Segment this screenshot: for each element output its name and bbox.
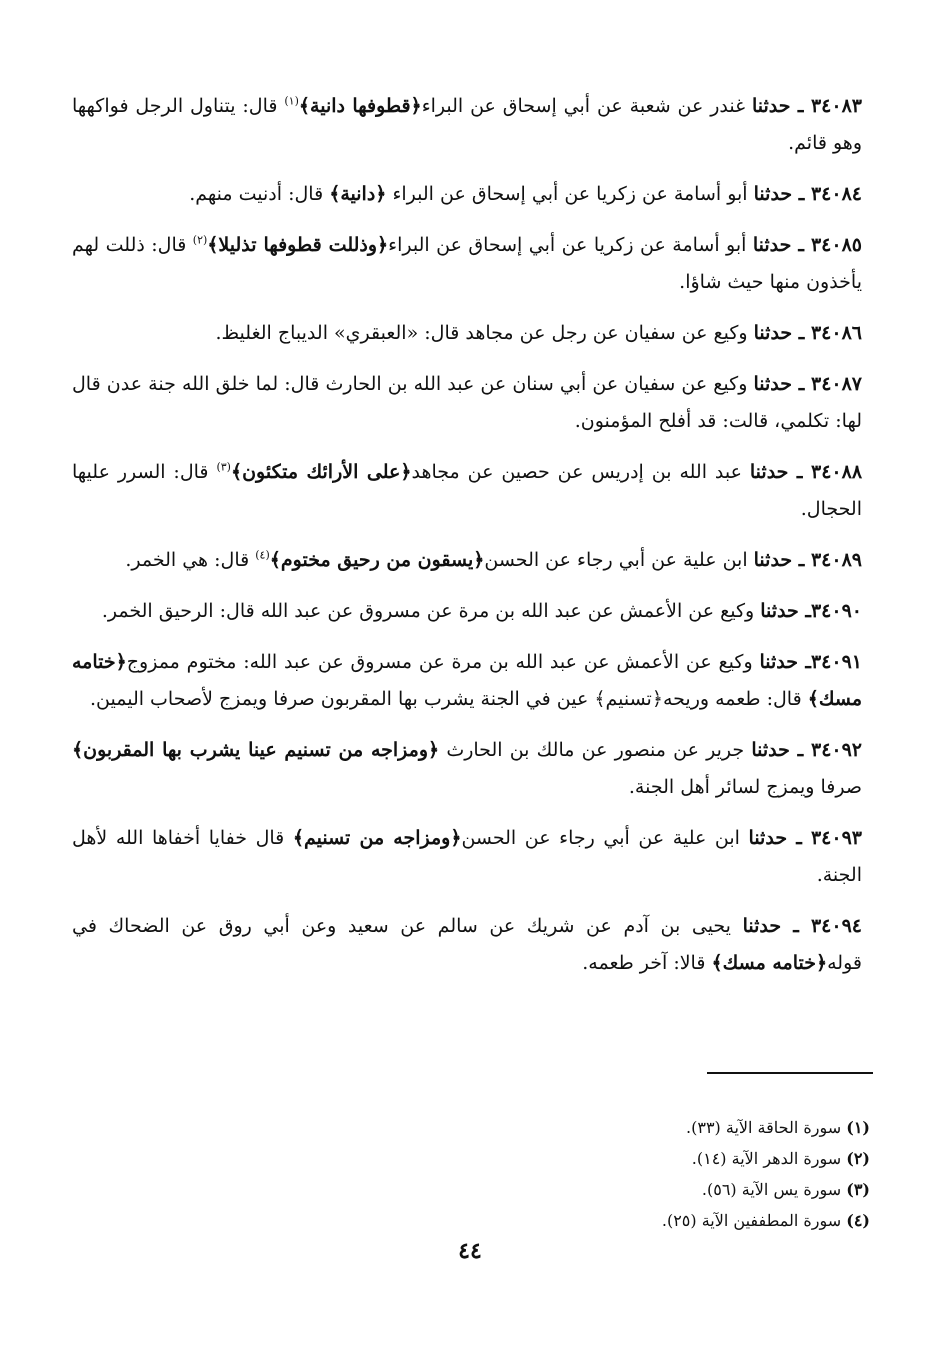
hadith-lead: حدثنا: [753, 183, 793, 205]
footnote: (٢) سورة الدهر الآية (١٤).: [691, 1149, 870, 1168]
quran-quote: ﴿دانية﴾: [329, 183, 387, 205]
hadith-text: قال: أدنيت منهم.: [189, 183, 330, 205]
hadith-text: أبو أسامة عن زكريا عن أبي إسحاق عن البراء: [386, 183, 754, 205]
quran-quote: ﴿يسقون من رحيق مختوم﴾: [269, 549, 485, 571]
hadith-number: ٣٤٠٨٧: [810, 373, 863, 395]
hadith-text: وكيع عن سفيان عن أبي سنان عن عبد الله بن الحارث قال: لما خلق الله جنة عدن قال لها: تكلمي، قالت: قد أفلح المؤمنون.: [72, 373, 862, 432]
hadith-lead: حدثنا: [742, 915, 782, 937]
hadith-text: عبد الله بن إدريس عن حصين عن مجاهد: [411, 461, 750, 483]
hadith-number: ٣٤٠٩١: [810, 651, 862, 673]
footnote-marker: (٤): [255, 548, 270, 562]
hadith-text: قال خفايا أخفاها الله لأهل الجنة.: [72, 827, 862, 886]
hadith-text: قال: ذللت لهم يأخذون منها حيث شاؤا.: [72, 234, 862, 293]
hadith-number: ٣٤٠٨٩: [810, 549, 862, 571]
hadith-number: ٣٤٠٨٤: [810, 183, 862, 205]
hadith-text: ابن علية عن أبي رجاء عن الحسن: [484, 549, 754, 571]
hadith-lead: حدثنا: [748, 827, 788, 849]
quran-quote: ﴿ختامه مسك﴾: [711, 952, 828, 974]
hadith-text: جرير عن منصور عن مالك بن الحارث: [439, 739, 752, 761]
hadith-lead: حدثنا: [753, 373, 793, 395]
hadith-entry: ٣٤٠٩٠ـ حدثنا وكيع عن الأعمش عن عبد الله بن مرة عن مسروق عن عبد الله قال: الرحيق الخمر.: [101, 600, 862, 622]
hadith-text: ابن علية عن أبي رجاء عن الحسن: [461, 827, 749, 849]
quran-quote: ﴿ختامه مسك﴾: [72, 651, 862, 710]
hadith-number: ٣٤٠٨٨: [811, 461, 863, 483]
hadith-text: قال: يتناول الرجل فواكهها وهو قائم.: [72, 95, 862, 154]
footnote-marker: (١): [284, 94, 299, 108]
hadith-entry: ٣٤٠٩٣ ـ حدثنا ابن علية عن أبي رجاء عن الحسن﴿ومزاجه من تسنيم﴾ قال خفايا أخفاها الله لأهل الجنة.: [72, 827, 862, 886]
quran-quote: ﴿ومزاجه من تسنيم عينا يشرب بها المقربون﴾: [72, 739, 440, 761]
hadith-number: ٣٤٠٩٣: [810, 827, 862, 849]
hadith-lead: حدثنا: [749, 461, 789, 483]
hadith-entry: ٣٤٠٩٤ ـ حدثنا يحيى بن آدم عن شريك عن سالم عن سعيد وعن أبي روق عن الضحاك في قوله﴿ختامه مسك﴾ قالا: آخر طعمه.: [72, 915, 862, 974]
quran-quote: ﴿على الأرائك متكئون﴾: [230, 461, 412, 483]
hadith-lead: حدثنا: [759, 651, 798, 673]
hadith-entry: ٣٤٠٨٥ ـ حدثنا أبو أسامة عن زكريا عن أبي إسحاق عن البراء﴿وذللت قطوفها تذليلا﴾$^{(٢)}$ قال: ذللت لهم يأخذون منها حيث شاؤا.: [72, 233, 862, 293]
hadith-entry: ٣٤٠٨٤ ـ حدثنا أبو أسامة عن زكريا عن أبي إسحاق عن البراء ﴿دانية﴾ قال: أدنيت منهم.: [189, 183, 862, 205]
hadith-entry: ٣٤٠٨٦ ـ حدثنا وكيع عن سفيان عن رجل عن مجاهد قال: «العبقري» الديباج الغليظ.: [215, 322, 862, 344]
hadith-number: ٣٤٠٩٤: [810, 915, 862, 937]
footnote-marker: (٣): [216, 460, 231, 474]
hadith-text: صرفا ويمزج لسائر أهل الجنة.: [628, 776, 862, 798]
hadith-number: ٣٤٠٩٢: [810, 739, 863, 761]
footnote: (٣) سورة يس الآية (٥٦).: [701, 1180, 870, 1199]
hadith-lead: حدثنا: [753, 322, 793, 344]
hadith-entry: ٣٤٠٩١ـ حدثنا وكيع عن الأعمش عن عبد الله بن مرة عن مسروق عن عبد الله: مختوم ممزوج﴿ختامه مسك﴾ قال: طعمه وريحه﴿تسنيم﴾ عين في الجنة يشرب بها المقربون صرفا ويمزج لأصحاب اليمين.: [72, 651, 862, 710]
hadith-list: [72, 88, 862, 996]
hadith-lead: حدثنا: [752, 234, 792, 256]
hadith-entry: ٣٤٠٨٣ ـ حدثنا غندر عن شعبة عن أبي إسحاق عن البراء﴿قطوفها دانية﴾$^{(١)}$ قال: يتناول الرجل فواكهها وهو قائم.: [72, 94, 862, 154]
hadith-text: أبو أسامة عن زكريا عن أبي إسحاق عن البراء: [388, 234, 753, 256]
footnote-divider: [707, 1072, 873, 1074]
hadith-text: غندر عن شعبة عن أبي إسحاق عن البراء: [421, 95, 752, 117]
hadith-entry: ٣٤٠٨٩ ـ حدثنا ابن علية عن أبي رجاء عن الحسن﴿يسقون من رحيق مختوم﴾$^{(٤)}$ قال: هي الخمر.: [125, 548, 862, 571]
hadith-number: ٣٤٠٨٦: [810, 322, 862, 344]
hadith-number: ٣٤٠٨٥: [810, 234, 862, 256]
footnote: (١) سورة الحاقة الآية (٣٣).: [686, 1118, 870, 1137]
footnote: (٤) سورة المطففين الآية (٢٥).: [661, 1211, 870, 1230]
hadith-entry: ٣٤٠٨٧ ـ حدثنا وكيع عن سفيان عن أبي سنان عن عبد الله بن الحارث قال: لما خلق الله جنة عدن قال لها: تكلمي، قالت: قد أفلح المؤمنون.: [72, 373, 863, 432]
footnotes: [560, 1112, 870, 1236]
hadith-lead: حدثنا: [760, 600, 799, 622]
hadith-text: وكيع عن الأعمش عن عبد الله بن مرة عن مسروق عن عبد الله: مختوم ممزوج: [126, 651, 760, 673]
hadith-lead: حدثنا: [751, 739, 790, 761]
hadith-text: قال: هي الخمر.: [125, 549, 256, 571]
hadith-entry: ٣٤٠٨٨ ـ حدثنا عبد الله بن إدريس عن حصين عن مجاهد﴿على الأرائك متكئون﴾$^{(٣)}$ قال: السرر عليها الحجال.: [72, 460, 863, 520]
hadith-lead: حدثنا: [751, 95, 791, 117]
hadith-text: قالا: آخر طعمه.: [582, 952, 712, 974]
hadith-number: ٣٤٠٨٣: [810, 95, 862, 117]
hadith-text: وكيع عن الأعمش عن عبد الله بن مرة عن مسروق عن عبد الله قال: الرحيق الخمر.: [101, 600, 761, 622]
hadith-text: يحيى بن آدم عن شريك عن سالم عن سعيد وعن أبي روق عن الضحاك في قوله: [72, 915, 862, 974]
footnote-marker: (٢): [192, 233, 208, 247]
page-number: ٤٤: [458, 1238, 482, 1264]
hadith-lead: حدثنا: [753, 549, 793, 571]
quran-quote: ﴿ومزاجه من تسنيم﴾: [292, 827, 462, 849]
hadith-text: قال: طعمه وريحه﴿تسنيم﴾ عين في الجنة يشرب بها المقربون صرفا ويمزج لأصحاب اليمين.: [89, 688, 808, 710]
hadith-text: قال: السرر عليها الحجال.: [72, 461, 862, 520]
hadith-number: ٣٤٠٩٠: [810, 600, 862, 622]
hadith-entry: ٣٤٠٩٢ ـ حدثنا جرير عن منصور عن مالك بن الحارث ﴿ومزاجه من تسنيم عينا يشرب بها المقربون﴾ صرفا ويمزج لسائر أهل الجنة.: [72, 739, 863, 798]
quran-quote: ﴿قطوفها دانية﴾: [298, 95, 422, 117]
quran-quote: ﴿وذللت قطوفها تذليلا﴾: [207, 234, 389, 256]
hadith-text: وكيع عن سفيان عن رجل عن مجاهد قال: «العبقري» الديباج الغليظ.: [215, 322, 754, 344]
